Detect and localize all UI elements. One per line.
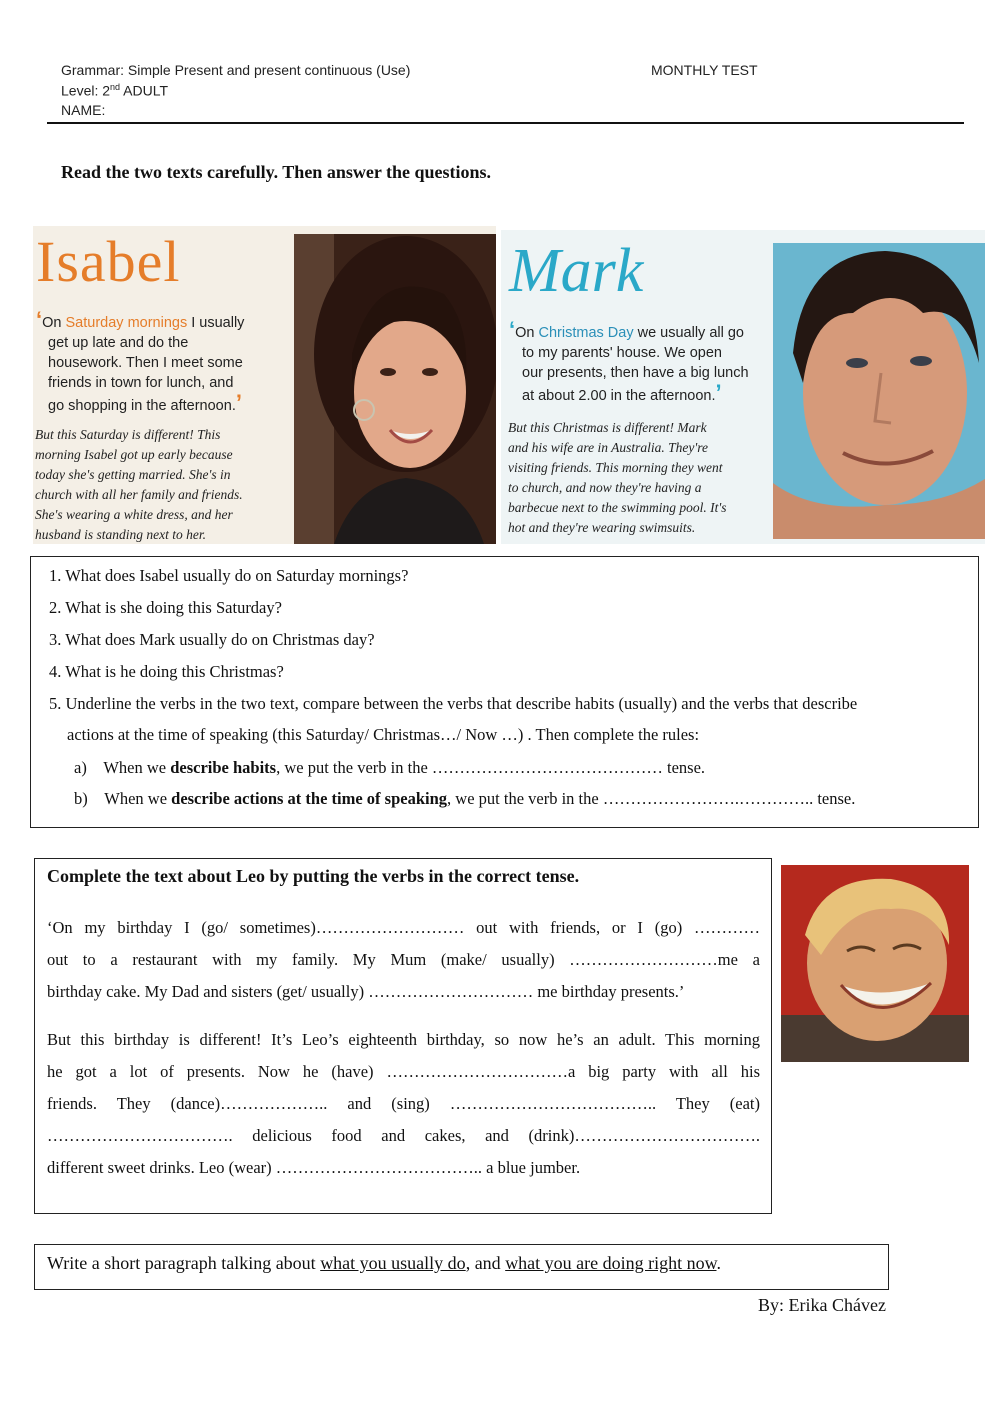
quote-close-icon: ’ <box>715 380 722 405</box>
isabel-story: But this Saturday is different! This morning Isabel got up early because today she's getting married. She's in church with all her family and friends. She's wearing a white dress, and her husband is standing next to her. <box>35 427 243 542</box>
quote-close-icon: ’ <box>235 390 242 415</box>
rule-a: a) When we describe habits, we put the verb in the …………………………………… tense. <box>74 758 706 777</box>
isabel-title: Isabel <box>36 229 181 294</box>
leo-paragraph-2: But this birthday is different! It’s Leo’s eighteenth birthday, so now he’s an adult. This morning he got a lot of presents. Now he (have) ……………………………a big party with all his friends. They (dance)……………….. and (sing) ……………………………….. They (eat) ……………………………. delicious food and cakes, and (drink)……………………………. different sweet drinks. Leo (wear) ……………………………….. a blue jumber. <box>47 1030 760 1177</box>
mark-story: But this Christmas is different! Mark and his wife are in Australia. They're visiting friends. This morning they went to church, and now they're having a barbecue next to the swimming pool. It's hot and they're wearing swimsuits. <box>508 420 727 535</box>
question-3: 3. What does Mark usually do on Christmas day? <box>49 630 375 649</box>
leo-exercise-title: Complete the text about Leo by putting the verbs in the correct tense. <box>47 866 580 886</box>
writing-task: Write a short paragraph talking about what you usually do, and what you are doing right now. <box>47 1253 721 1273</box>
question-4: 4. What is he doing this Christmas? <box>49 662 284 681</box>
name-label: NAME: <box>61 102 106 118</box>
mark-title: Mark <box>509 237 644 305</box>
isabel-quote: ‘On Saturday mornings I usually get up late and do the housework. Then I meet some friends in town for lunch, and go shopping in the afternoon.’ <box>36 307 245 415</box>
mark-quote: ‘On Christmas Day we usually all go to my parents' house. We open our presents, then have a big lunch at about 2.00 in the afternoon.’ <box>509 317 749 405</box>
grammar-topic: Grammar: Simple Present and present continuous (Use) <box>61 62 411 78</box>
questions-box <box>30 556 979 828</box>
question-1: 1. What does Isabel usually do on Saturday mornings? <box>49 566 409 585</box>
quote-open-icon: ‘ <box>509 317 516 342</box>
quote-open-icon: ‘ <box>36 307 43 332</box>
isabel-photo <box>294 234 496 544</box>
rule-b: b) When we describe actions at the time of speaking, we put the verb in the …………………….………….. tense. <box>74 789 856 808</box>
mark-photo <box>773 243 985 539</box>
header-rule <box>47 122 964 124</box>
leo-paragraph-1: ‘On my birthday I (go/ sometimes)……………………… out with friends, or I (go) ………… out to a restaurant with my family. My Mum (make/ usually) ………………………me a birthday cake. My Dad and sisters (get/ usually) ………………………… me birthday presents.’ <box>47 918 760 1001</box>
question-5: 5. Underline the verbs in the two text, compare between the verbs that describe habits (usually) and the verbs that describe <box>49 694 858 713</box>
question-5-cont: actions at the time of speaking (this Saturday/ Christmas…/ Now …) . Then complete the rules: <box>67 725 700 744</box>
reading-instruction: Read the two texts carefully. Then answer the questions. <box>61 162 492 182</box>
leo-photo <box>781 865 969 1062</box>
test-label: MONTHLY TEST <box>651 62 758 78</box>
author-byline: By: Erika Chávez <box>758 1295 886 1315</box>
level-line: Level: 2nd ADULT <box>61 82 169 99</box>
question-2: 2. What is she doing this Saturday? <box>49 598 282 617</box>
